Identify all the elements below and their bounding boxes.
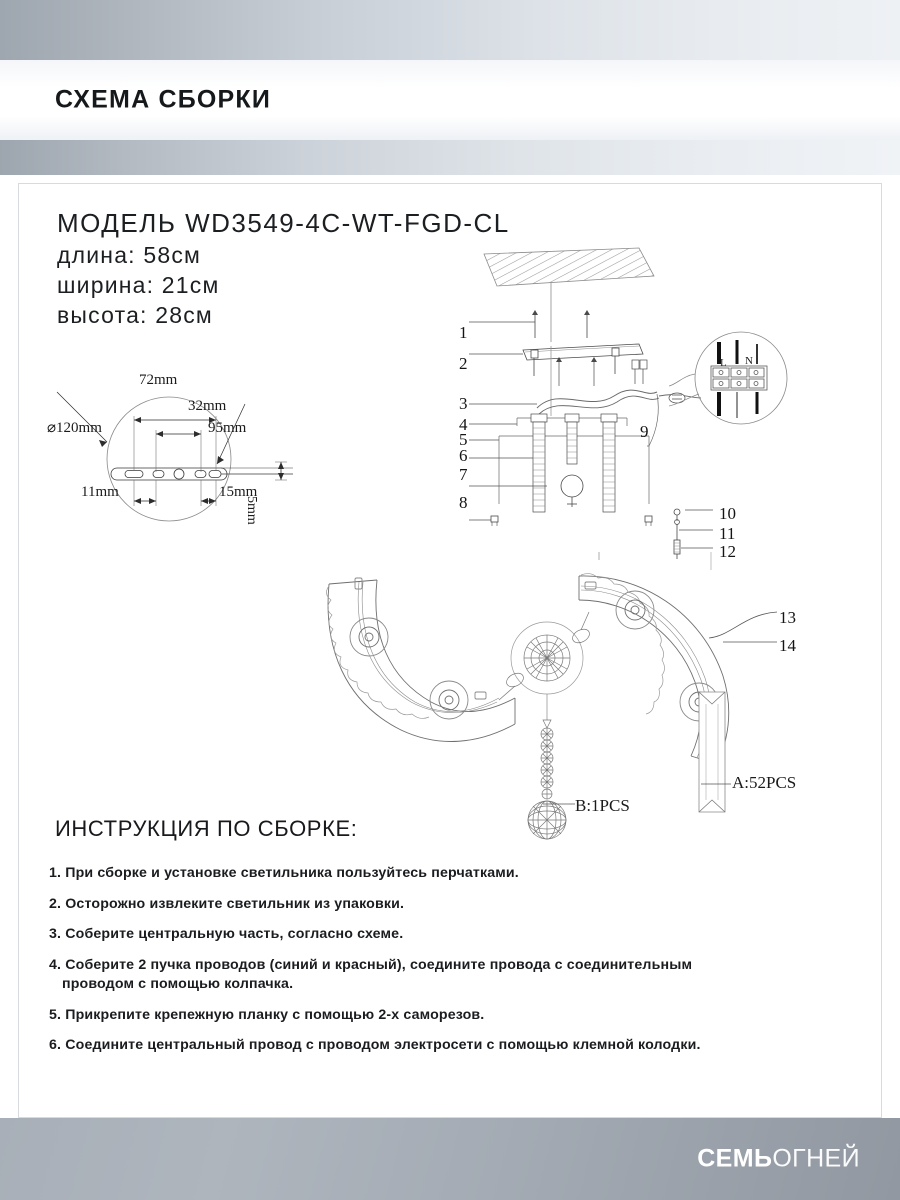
bracket-dim-72: 72mm — [139, 372, 178, 388]
bracket-dim-95: 95mm — [208, 420, 247, 436]
callout-6: 6 — [459, 446, 468, 465]
model-name: МОДЕЛЬ WD3549-4C-WT-FGD-CL — [57, 208, 510, 238]
callout-1: 1 — [459, 323, 468, 342]
content-card — [18, 183, 882, 1118]
instruction-text-4: Соберите 2 пучка проводов (синий и красный), соедините провода с соединительным — [65, 957, 693, 974]
instruction-item-6 — [49, 1036, 869, 1055]
instruction-number-1: 1. — [49, 865, 62, 881]
instruction-text-3: Соберите центральную часть, согласно схеме. — [65, 926, 404, 943]
instructions-heading: ИНСТРУКЦИЯ ПО СБОРКЕ: — [55, 816, 358, 841]
crystal-rod-leader — [701, 776, 733, 790]
instruction-number-4: 4. — [49, 957, 62, 974]
callout-5: 5 — [459, 430, 468, 449]
callout-3: 3 — [459, 394, 468, 413]
bracket-dim-11: 11mm — [81, 484, 119, 500]
callout-8: 8 — [459, 493, 468, 512]
crystal-ball-quantity: B:1PCS — [575, 796, 630, 815]
header-band-top — [0, 0, 900, 60]
header-band-bottom — [0, 140, 900, 175]
terminal-block-detail — [669, 322, 799, 442]
brand-logo-light: ОГНЕЙ — [772, 1144, 860, 1173]
bracket-dim-15: 15mm — [219, 484, 258, 500]
instruction-item-2 — [49, 895, 869, 914]
crystal-ball-leader — [543, 796, 577, 810]
instruction-text-4-continued: проводом с помощью колпачка. — [62, 975, 294, 992]
bracket-dimension-drawing — [49, 364, 309, 534]
instruction-text-2: Осторожно извлеките светильник из упаковки. — [65, 895, 405, 912]
brand-logo — [697, 1145, 860, 1174]
instruction-text-6: Соедините центральный провод с проводом электросети с помощью клемной колодки. — [65, 1037, 701, 1054]
bracket-dim-32: 32mm — [188, 398, 227, 414]
instruction-item-3 — [49, 925, 869, 944]
bracket-dim-5: 5mm — [244, 496, 259, 525]
instruction-number-6: 6. — [49, 1037, 62, 1054]
instruction-item-1 — [49, 864, 869, 883]
model-height: высота: 28см — [57, 302, 213, 328]
callout-4: 4 — [459, 415, 468, 434]
model-width: ширина: 21см — [57, 272, 220, 298]
instruction-number-5: 5. — [49, 1006, 62, 1023]
callout-10: 10 — [719, 504, 736, 523]
callout-7: 7 — [459, 465, 468, 484]
brand-logo-bold: СЕМЬ — [697, 1144, 773, 1173]
crystal-rod-quantity: A:52PCS — [732, 773, 797, 792]
model-length: длина: 58см — [57, 242, 202, 268]
instruction-number-2: 2. — [49, 895, 62, 912]
instruction-number-3: 3. — [49, 926, 62, 943]
terminal-live-label: L — [720, 357, 727, 369]
instruction-item-5 — [49, 1006, 869, 1025]
instructions-list — [49, 864, 869, 1067]
instruction-text-5: Прикрепите крепежную планку с помощью 2-х саморезов. — [65, 1006, 485, 1023]
callout-2: 2 — [459, 354, 468, 373]
callout-9: 9 — [640, 422, 649, 441]
instruction-item-4 — [49, 956, 869, 993]
instruction-text-1: При сборке и установке светильника пользуйтесь перчатками. — [65, 865, 519, 881]
terminal-neutral-label: N — [745, 355, 753, 367]
callout-11: 11 — [719, 524, 736, 543]
footer-band — [0, 1118, 900, 1200]
callout-13: 13 — [779, 608, 796, 627]
header-title-band — [0, 60, 900, 140]
callout-13-14-leaders — [709, 602, 789, 662]
bracket-diameter-label: ⌀120mm — [47, 420, 102, 436]
page-title: СХЕМА СБОРКИ — [55, 85, 272, 114]
callout-14: 14 — [779, 636, 796, 655]
callout-12: 12 — [719, 542, 736, 561]
